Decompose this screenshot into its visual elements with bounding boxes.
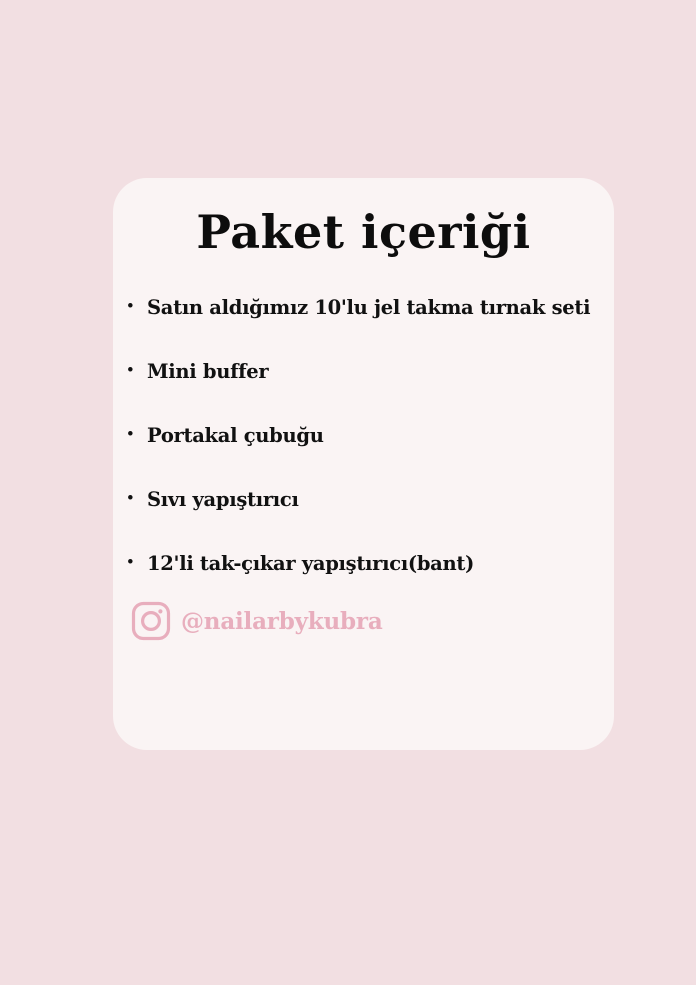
package-contents-list bbox=[127, 296, 614, 616]
list-item-label: Sıvı yapıştırıcı bbox=[147, 488, 299, 511]
bullet-icon: • bbox=[127, 488, 134, 509]
list-item bbox=[127, 424, 614, 488]
package-contents-card bbox=[113, 178, 614, 750]
list-item-label: Mini buffer bbox=[147, 360, 269, 383]
list-item bbox=[127, 488, 614, 552]
list-item bbox=[127, 360, 614, 424]
bullet-icon: • bbox=[127, 552, 134, 573]
list-item-label: Portakal çubuğu bbox=[147, 424, 324, 447]
list-item-label: 12'li tak-çıkar yapıştırıcı(bant) bbox=[147, 552, 475, 575]
instagram-handle-row[interactable] bbox=[130, 600, 383, 642]
list-item bbox=[127, 296, 614, 360]
bullet-icon: • bbox=[127, 296, 134, 317]
instagram-icon bbox=[130, 600, 172, 642]
page-title: Paket içeriği bbox=[196, 205, 531, 259]
list-item-label: Satın aldığımız 10'lu jel takma tırnak seti bbox=[147, 296, 591, 319]
bullet-icon: • bbox=[127, 360, 134, 381]
instagram-handle-label: @nailarbykubra bbox=[181, 607, 383, 635]
bullet-icon: • bbox=[127, 424, 134, 445]
